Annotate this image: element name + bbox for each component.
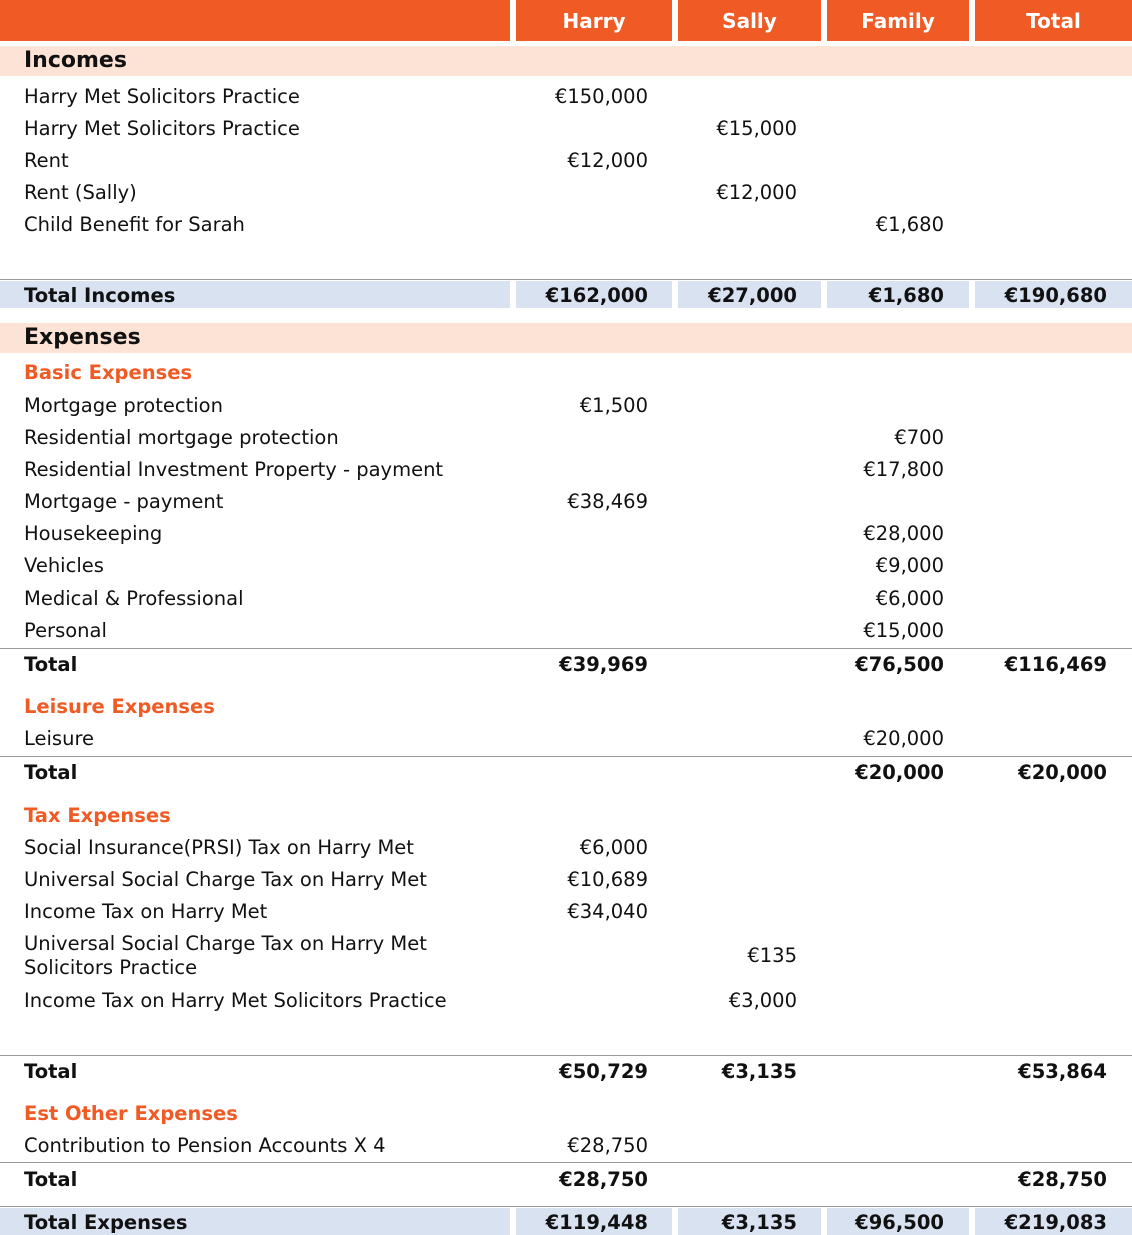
expense-row-label: Income Tax on Harry Met bbox=[24, 900, 268, 923]
expense-row-label: Mortgage - payment bbox=[24, 490, 224, 513]
expenses-title: Expenses bbox=[24, 325, 141, 350]
expense-row-label-continued: Solicitors Practice bbox=[24, 956, 198, 979]
expense-row-label: Housekeeping bbox=[24, 522, 163, 545]
total-expenses-sally: €3,135 bbox=[721, 1211, 797, 1234]
expense-row-harry: €38,469 bbox=[567, 490, 648, 513]
incomes-section-band bbox=[0, 46, 1132, 76]
expense-row-harry: €1,500 bbox=[579, 394, 648, 417]
expense-row-label: Mortgage protection bbox=[24, 394, 223, 417]
income-row-label: Rent (Sally) bbox=[24, 181, 137, 204]
column-header-total: Total bbox=[975, 0, 1132, 41]
expense-row-sally: €3,000 bbox=[728, 989, 797, 1012]
tax-total-total: €53,864 bbox=[1018, 1060, 1107, 1083]
other-total-total: €28,750 bbox=[1018, 1168, 1107, 1191]
expense-row-family: €15,000 bbox=[863, 619, 944, 642]
expense-row-harry: €28,750 bbox=[567, 1134, 648, 1157]
income-row-sally: €15,000 bbox=[716, 117, 797, 140]
total-incomes-harry: €162,000 bbox=[545, 284, 648, 307]
total-expenses-label: Total Expenses bbox=[24, 1211, 188, 1234]
expense-row-label: Income Tax on Harry Met Solicitors Practice bbox=[24, 989, 447, 1012]
other-total-harry: €28,750 bbox=[559, 1168, 648, 1191]
divider bbox=[0, 1206, 1132, 1207]
expense-row-family: €17,800 bbox=[863, 458, 944, 481]
income-row-label: Rent bbox=[24, 149, 69, 172]
tax-total-sally: €3,135 bbox=[721, 1060, 797, 1083]
basic-total-total: €116,469 bbox=[1004, 653, 1107, 676]
leisure-total-total: €20,000 bbox=[1018, 761, 1107, 784]
basic-total-harry: €39,969 bbox=[559, 653, 648, 676]
expense-row-family: €28,000 bbox=[863, 522, 944, 545]
total-incomes-sally: €27,000 bbox=[708, 284, 797, 307]
basic-total-family: €76,500 bbox=[855, 653, 944, 676]
expense-row-harry: €10,689 bbox=[567, 868, 648, 891]
divider bbox=[0, 648, 1132, 649]
tax-total-harry: €50,729 bbox=[559, 1060, 648, 1083]
total-incomes-family: €1,680 bbox=[868, 284, 944, 307]
expense-row-label: Contribution to Pension Accounts X 4 bbox=[24, 1134, 386, 1157]
leisure-total-family: €20,000 bbox=[855, 761, 944, 784]
expense-row-label: Vehicles bbox=[24, 554, 104, 577]
income-row-sally: €12,000 bbox=[716, 181, 797, 204]
basic-expenses-heading: Basic Expenses bbox=[24, 361, 193, 384]
expense-row-family: €6,000 bbox=[875, 587, 944, 610]
income-row-family: €1,680 bbox=[875, 213, 944, 236]
expense-row-label: Residential mortgage protection bbox=[24, 426, 339, 449]
expense-row-label: Leisure bbox=[24, 727, 95, 750]
other-total-label: Total bbox=[24, 1168, 78, 1191]
income-row-label: Harry Met Solicitors Practice bbox=[24, 117, 300, 140]
expense-row-harry: €34,040 bbox=[567, 900, 648, 923]
expense-row-label: Universal Social Charge Tax on Harry Met bbox=[24, 868, 427, 891]
tax-expenses-heading: Tax Expenses bbox=[24, 804, 171, 827]
expense-row-label: Residential Investment Property - payment bbox=[24, 458, 444, 481]
expense-row-sally: €135 bbox=[747, 944, 797, 967]
expense-row-family: €700 bbox=[894, 426, 944, 449]
income-row-harry: €150,000 bbox=[554, 85, 648, 108]
leisure-total-label: Total bbox=[24, 761, 78, 784]
expense-row-family: €20,000 bbox=[863, 727, 944, 750]
leisure-expenses-heading: Leisure Expenses bbox=[24, 695, 215, 718]
expense-row-label: Universal Social Charge Tax on Harry Met bbox=[24, 932, 427, 955]
incomes-title: Incomes bbox=[24, 48, 127, 73]
expense-row-label: Social Insurance(PRSI) Tax on Harry Met bbox=[24, 836, 414, 859]
total-incomes-label: Total Incomes bbox=[24, 284, 176, 307]
total-expenses-family: €96,500 bbox=[855, 1211, 944, 1234]
expense-row-label: Personal bbox=[24, 619, 107, 642]
expense-row-family: €9,000 bbox=[875, 554, 944, 577]
divider bbox=[0, 756, 1132, 757]
income-row-label: Harry Met Solicitors Practice bbox=[24, 85, 300, 108]
expense-row-harry: €6,000 bbox=[579, 836, 648, 859]
divider bbox=[0, 1162, 1132, 1163]
expenses-section-band bbox=[0, 323, 1132, 353]
income-row-label: Child Benefit for Sarah bbox=[24, 213, 245, 236]
expense-row-label: Medical & Professional bbox=[24, 587, 244, 610]
other-expenses-heading: Est Other Expenses bbox=[24, 1102, 238, 1125]
divider bbox=[0, 1055, 1132, 1056]
column-header-harry: Harry bbox=[516, 0, 672, 41]
divider bbox=[0, 279, 1132, 280]
column-header-family: Family bbox=[827, 0, 969, 41]
income-row-harry: €12,000 bbox=[567, 149, 648, 172]
total-expenses-total: €219,083 bbox=[1004, 1211, 1107, 1234]
total-expenses-harry: €119,448 bbox=[545, 1211, 648, 1234]
total-incomes-total: €190,680 bbox=[1004, 284, 1107, 307]
basic-total-label: Total bbox=[24, 653, 78, 676]
tax-total-label: Total bbox=[24, 1060, 78, 1083]
header-blank bbox=[0, 0, 510, 41]
column-header-sally: Sally bbox=[678, 0, 821, 41]
